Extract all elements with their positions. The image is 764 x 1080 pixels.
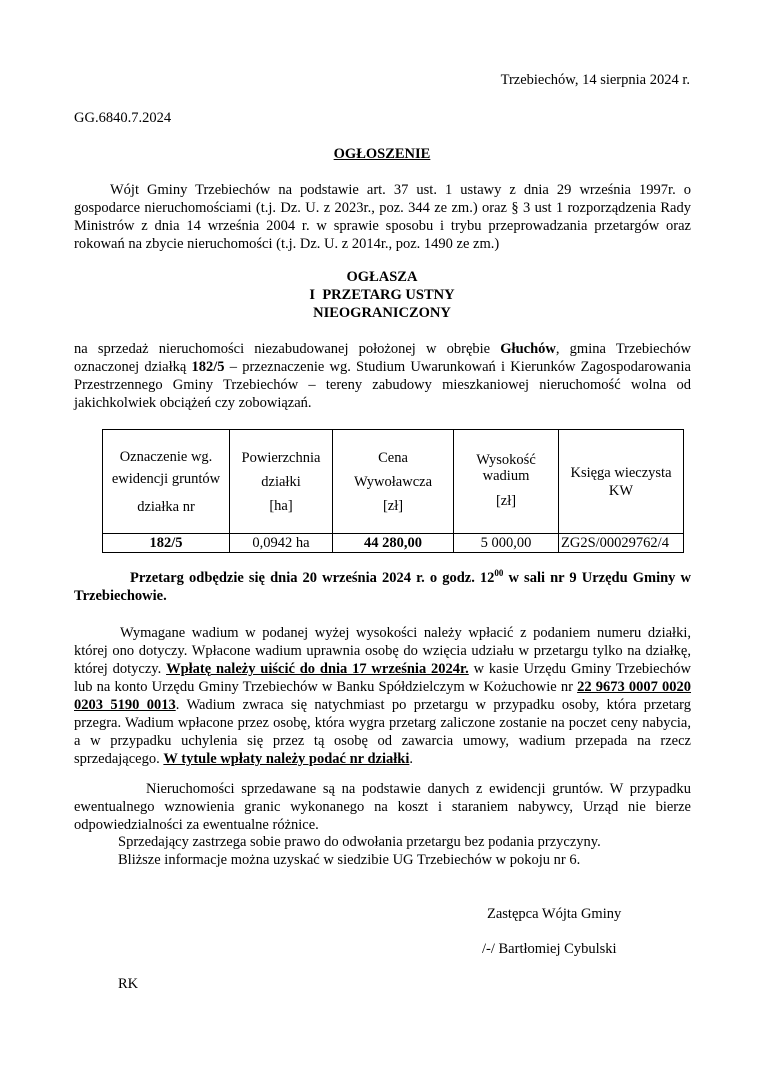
cell-price: 44 280,00 (333, 534, 454, 553)
deposit-text-4: . (409, 751, 413, 767)
header-text: Wysokość (476, 451, 536, 468)
reference-number: GG.6840.7.2024 (74, 110, 172, 126)
sale-text-1: na sprzedaż nieruchomości niezabudowanej położonej w obrębie (74, 341, 501, 357)
header-text: [zł] (495, 492, 517, 509)
header-text: Wywoławcza (353, 473, 433, 490)
author-initials: RK (118, 976, 139, 992)
sale-place: Głuchów (500, 341, 556, 357)
header-land-register (559, 430, 684, 534)
header-text: ewidencji gruntów (111, 470, 221, 487)
announcement-line-3: NIEOGRANICZONY (313, 305, 451, 321)
deposit-text-1: Wymagane wadium w podanej wyżej wysokości należy wpłacić z podaniem numeru działki, której ono dotyczy. Wpłacone wadium uprawnia osobę do wzięcia udziału w przetargu tylko na działkę, której dotyczy. (74, 625, 691, 677)
header-text: Oznaczenie wg. (119, 448, 213, 465)
cell-area: 0,0942 ha (230, 534, 333, 553)
sale-paragraph (74, 340, 691, 412)
document-date: Trzebiechów, 14 sierpnia 2024 r. (500, 72, 690, 88)
cell-land-register: ZG2S/00029762/4 (559, 534, 684, 553)
signatory-name: /-/ Bartłomiej Cybulski (482, 941, 617, 957)
announcement-line-1: OGŁASZA (346, 269, 418, 285)
document-title: OGŁOSZENIE (333, 146, 431, 162)
header-deposit (454, 430, 559, 534)
deposit-text-2: w kasie Urzędu Gminy Trzebiechów lub na konto Urzędu Gminy Trzebiechów w Banku Spółdzielczym w Kożuchowie nr (74, 661, 692, 695)
sale-text-3: – przeznaczenie wg. Studium Uwarunkowań i Kierunków Zagospodarowania Przestrzennego Gminy Trzebiechów – tereny zabudowy mieszkaniowej nieruchomość wolna od jakichkolwiek obciążeń czy zobowiązań. (74, 359, 691, 411)
header-text: [ha] (269, 497, 293, 514)
table-header-row (103, 430, 684, 534)
header-text: [zł] (382, 497, 404, 514)
notes-paragraph: Nieruchomości sprzedawane są na podstawie danych z ewidencji gruntów. W przypadku ewentualnego wznowienia granic wykonanego na koszt i staraniem nabywcy, Urząd nie bierze odpowiedzialności za ewentualne różnice. (74, 781, 691, 833)
auction-text-2: w sali nr 9 Urzędu Gminy w Trzebiechowie. (74, 570, 691, 604)
header-text: Powierzchnia (241, 449, 321, 466)
cancellation-note: Sprzedający zastrzega sobie prawo do odwołania przetargu bez podania przyczyny. (118, 834, 601, 850)
header-text: Księga wieczysta (570, 464, 672, 481)
signatory-role: Zastępca Wójta Gminy (487, 906, 622, 922)
header-text: działki (261, 473, 301, 490)
announcement-heading (0, 268, 764, 322)
header-area (230, 430, 333, 534)
auction-date-paragraph (74, 569, 691, 605)
deposit-text-3: . Wadium zwraca się natychmiast po przetargu w przypadku osoby, która przetarg przegra. Wadium wpłacone przez osobę, która wygra przetarg zaliczone zostanie na poczet ceny nabycia, a w przypadku uchylenia się przez tą osobę od zawarcia umowy, wadium przepada na rzecz sprzedającego. (74, 697, 691, 767)
cell-deposit: 5 000,00 (454, 534, 559, 553)
header-text: wadium (482, 467, 530, 484)
header-price (333, 430, 454, 534)
intro-paragraph: Wójt Gminy Trzebiechów na podstawie art. 37 ust. 1 ustawy z dnia 29 września 1997r. o gospodarce nieruchomościami (t.j. Dz. U. z 2023r., poz. 344 ze zm.) oraz § 3 ust 1 rozporządzenia Rady Ministrów z dnia 14 września 2004 r. w sprawie sposobu i trybu przeprowadzania przetargów oraz rokowań na zbycie nieruchomości (t.j. Dz. U. z 2014r., poz. 1490 ze zm.) (74, 182, 691, 252)
bank-account-number: 22 9673 0007 0020 0203 5190 0013 (74, 679, 692, 713)
auction-time-minutes: 00 (494, 568, 504, 578)
announcement-line-2: I PRZETARG USTNY (309, 287, 455, 303)
header-text: Cena (378, 449, 408, 466)
header-text: działka nr (137, 498, 195, 515)
header-plot-designation (103, 430, 230, 534)
sale-text-2: , gmina Trzebiechów oznaczonej działką (74, 341, 691, 375)
header-text: KW (608, 482, 634, 499)
deposit-paragraph (74, 624, 691, 768)
payment-title-note: W tytule wpłaty należy podać nr działki (163, 751, 410, 767)
information-note: Bliższe informacje można uzyskać w siedzibie UG Trzebiechów w pokoju nr 6. (118, 852, 581, 868)
table-row (103, 534, 684, 553)
sale-plot: 182/5 (191, 359, 225, 375)
deposit-deadline: Wpłatę należy uiścić do dnia 17 września 2024r. (166, 661, 469, 677)
property-table (102, 429, 684, 553)
cell-plot: 182/5 (103, 534, 230, 553)
auction-text-1: Przetarg odbędzie się dnia 20 września 2024 r. o godz. 12 (130, 570, 495, 586)
